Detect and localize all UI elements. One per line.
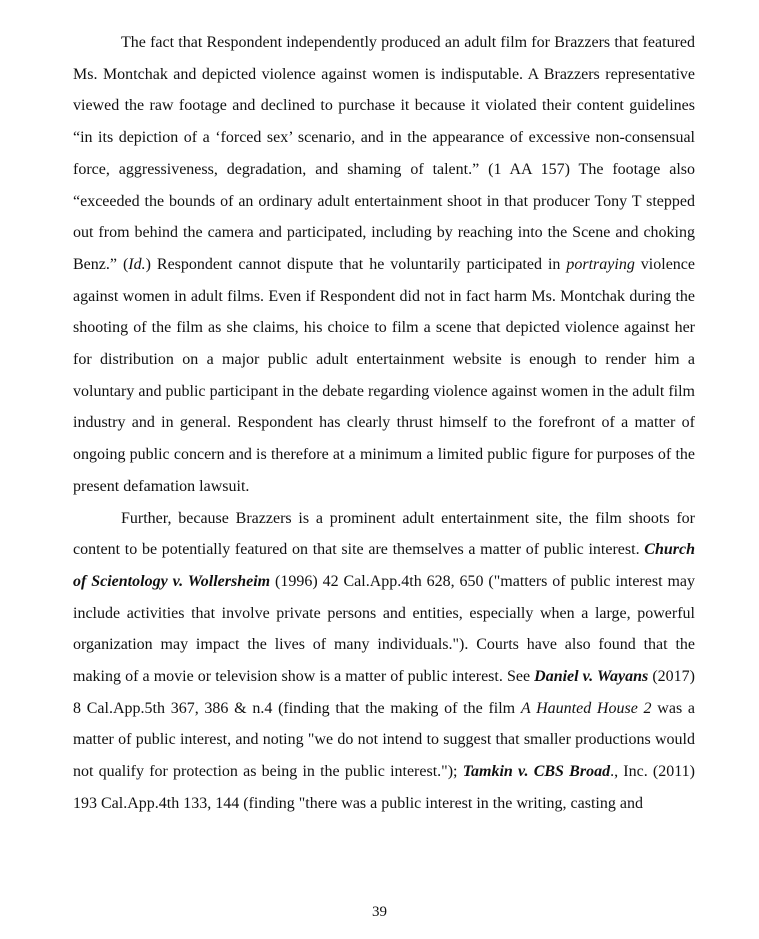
paragraph-1 [73,27,695,503]
case-name: Church of Scientology v. Wollersheim [73,541,695,590]
text-segment: Further, because Brazzers is a prominent adult entertainment site, the film shoots for content to be potentially featured on that site are themselves a matter of public interest. [73,509,695,559]
body-text [73,27,695,820]
paragraph-2 [73,503,695,820]
text-segment: ., Inc. (2011) 193 Cal.App.4th 133, 144 (finding "there was a public interest in the writing, casting and [73,763,695,812]
page-number: 39 [372,904,387,920]
italic-citation: Id. [128,255,146,273]
case-name: Tamkin v. CBS Broad [462,763,611,781]
film-title: A Haunted House 2 [520,699,652,717]
text-segment: violence against women in adult films. Even if Respondent did not in fact harm Ms. Montchak during the shooting of the film as she claims, his choice to film a scene that depicted violence against her for distribution on a major public adult entertainment website is enough to render him a voluntary and public participant in the debate regarding violence against women in the adult film industry and in general. Respondent has clearly thrust himself to the forefront of a matter of ongoing public concern and is therefore at a minimum a limited public figure for purposes of the present defamation lawsuit. [73,255,695,495]
text-segment: ) Respondent cannot dispute that he voluntarily participated in [145,255,567,273]
text-segment: (1996) 42 Cal.App.4th 628, 650 ("matters of public interest may include activities that involve private persons and entities, especially when a large, powerful organization may impact the lives of many individuals."). Courts have also found that the making of a movie or television show is a matter of public interest. See [73,572,695,686]
case-name: Daniel v. Wayans [534,668,649,686]
text-segment: was a matter of public interest, and noting "we do not intend to suggest that smaller productions would not qualify for protection as being in the public interest."); [73,699,696,781]
italic-emphasis: portraying [566,255,635,273]
text-segment: (2017) 8 Cal.App.5th 367, 386 & n.4 (finding that the making of the film [73,668,695,717]
text-segment: The fact that Respondent independently produced an adult film for Brazzers that featured Ms. Montchak and depicted violence against women is indisputable. A Brazzers representative viewed the raw footage and declined to purchase it because it violated their content guidelines “in its depiction of a ‘forced sex’ scenario, and in the appearance of excessive non-consensual force, aggressiveness, degradation, and shaming of talent.” (1 AA 157) The footage also “exceeded the bounds of an ordinary adult entertainment shoot in that producer Tony T stepped out from behind the camera and participated, including by reaching into the Scene and choking Benz.” ( [73,34,695,273]
